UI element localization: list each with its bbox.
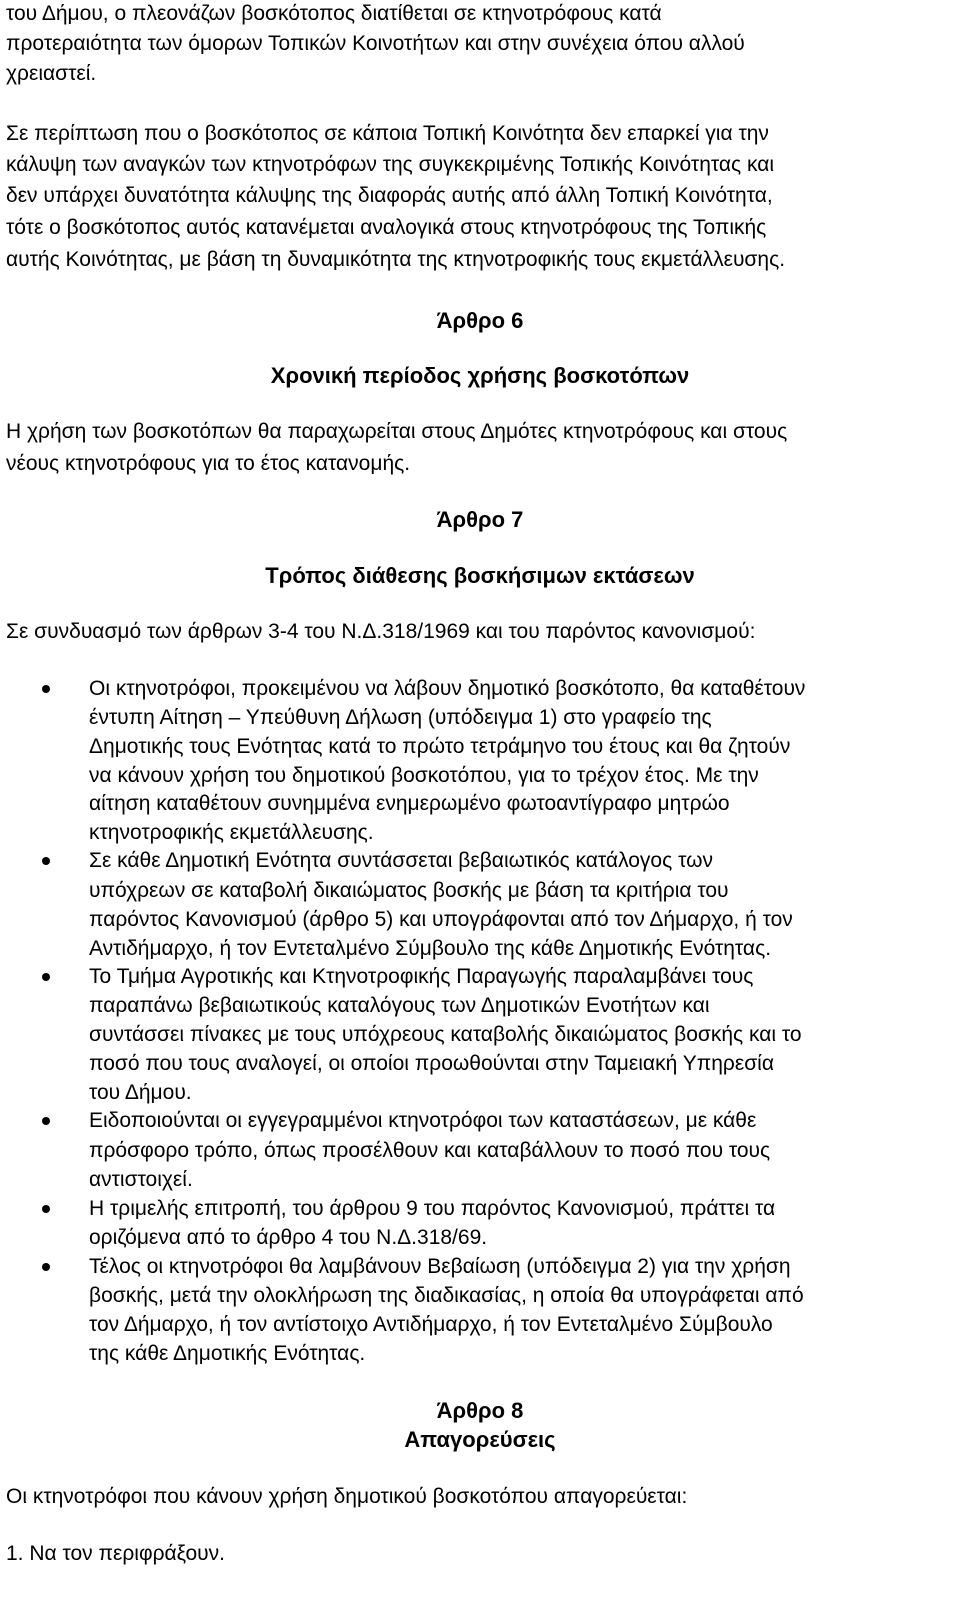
bullet-line: πρόσφορο τρόπο, όπως προσέλθουν και καταβάλλουν το ποσό που τους — [89, 1139, 771, 1162]
bullet-line: Δημοτικής τους Ενότητας κατά το πρώτο τετράμηνο του έτους και θα ζητούν — [89, 735, 791, 758]
bullet-line: να κάνουν χρήση του δημοτικού βοσκοτόπου, για το τρέχον έτος. Με την — [89, 764, 759, 787]
paragraph-line: δεν υπάρχει δυνατότητα κάλυψης της διαφοράς αυτής από άλλη Τοπική Κοινότητα, — [6, 184, 773, 207]
article-6-number: Άρθρο 6 — [436, 308, 524, 333]
bullet-line: Αντιδήμαρχο, ή τον Εντεταλμένο Σύμβουλο της κάθε Δημοτικής Ενότητας. — [89, 937, 772, 960]
bullet-icon — [42, 1205, 50, 1213]
bullet-line: παρόντος Κανονισμού (άρθρο 5) και υπογράφονται από τον Δήμαρχο, ή τον — [89, 908, 793, 931]
article-8-number: Άρθρο 8 — [436, 1398, 524, 1423]
bullet-line: αντιστοιχεί. — [89, 1168, 193, 1191]
article-7-title: Τρόπος διάθεσης βοσκήσιμων εκτάσεων — [265, 563, 695, 588]
paragraph-line: Σε περίπτωση που ο βοσκότοπος σε κάποια Τοπική Κοινότητα δεν επαρκεί για την — [6, 122, 769, 145]
article-7-number: Άρθρο 7 — [436, 507, 524, 532]
article-8-intro: Οι κτηνοτρόφοι που κάνουν χρήση δημοτικού βοσκοτόπου απαγορεύεται: — [6, 1485, 688, 1508]
bullet-line: της κάθε Δημοτικής Ενότητας. — [89, 1342, 366, 1365]
article-6-text-line: Η χρήση των βοσκοτόπων θα παραχωρείται στους Δημότες κτηνοτρόφους και στους — [6, 420, 788, 443]
bullet-line: παραπάνω βεβαιωτικούς καταλόγους των Δημοτικών Ενοτήτων και — [89, 994, 710, 1017]
paragraph-line: κάλυψη των αναγκών των κτηνοτρόφων της συγκεκριμένης Τοπικής Κοινότητας και — [6, 153, 775, 176]
bullet-line: έντυπη Αίτηση – Υπεύθυνη Δήλωση (υπόδειγμα 1) στο γραφείο της — [89, 706, 712, 729]
bullet-line: υπόχρεων σε καταβολή δικαιώματος βοσκής με βάση τα κριτήρια του — [89, 879, 729, 902]
intro-line: χρειαστεί. — [6, 62, 97, 85]
bullet-icon — [42, 1263, 50, 1271]
article-6-text-line: νέους κτηνοτρόφους για το έτος κατανομής. — [6, 452, 411, 475]
paragraph-line: τότε ο βοσκότοπος αυτός κατανέμεται αναλογικά στους κτηνοτρόφους της Τοπικής — [6, 216, 767, 239]
bullet-line: κτηνοτροφικής εκμετάλλευσης. — [89, 821, 374, 844]
bullet-line: αίτηση καταθέτουν συνημμένα ενημερωμένο φωτοαντίγραφο μητρώο — [89, 792, 730, 815]
bullet-icon — [42, 857, 50, 865]
bullet-icon — [42, 973, 50, 981]
bullet-line: οριζόμενα από το άρθρο 4 του Ν.Δ.318/69. — [89, 1226, 488, 1249]
article-8-item: 1. Να τον περιφράξουν. — [6, 1542, 226, 1565]
bullet-icon — [42, 1117, 50, 1125]
bullet-line: Οι κτηνοτρόφοι, προκειμένου να λάβουν δημοτικό βοσκότοπο, θα καταθέτουν — [89, 677, 806, 700]
article-7-intro: Σε συνδυασμό των άρθρων 3-4 του Ν.Δ.318/1969 και του παρόντος κανονισμού: — [6, 620, 756, 643]
bullet-line: του Δήμου. — [89, 1081, 192, 1104]
paragraph-line: αυτής Κοινότητας, με βάση τη δυναμικότητα της κτηνοτροφικής τους εκμετάλλευσης. — [6, 248, 786, 271]
bullet-icon — [42, 685, 50, 693]
intro-line: προτεραιότητα των όμορων Τοπικών Κοινοτήτων και στην συνέχεια όπου αλλού — [6, 32, 745, 55]
intro-line: του Δήμου, ο πλεονάζων βοσκότοπος διατίθεται σε κτηνοτρόφους κατά — [6, 2, 662, 25]
bullet-line: βοσκής, μετά την ολοκλήρωση της διαδικασίας, η οποία θα υπογράφεται από — [89, 1284, 804, 1307]
article-8-title: Απαγορεύσεις — [404, 1427, 556, 1452]
bullet-line: Ειδοποιούνται οι εγγεγραμμένοι κτηνοτρόφοι των καταστάσεων, με κάθε — [89, 1109, 757, 1132]
bullet-line: Σε κάθε Δημοτική Ενότητα συντάσσεται βεβαιωτικός κατάλογος των — [89, 849, 713, 872]
article-6-title: Χρονική περίοδος χρήσης βοσκοτόπων — [270, 363, 690, 388]
bullet-line: συντάσσει πίνακες με τους υπόχρεους καταβολής δικαιώματος βοσκής και το — [89, 1023, 802, 1046]
bullet-line: Η τριμελής επιτροπή, του άρθρου 9 του παρόντος Κανονισμού, πράττει τα — [89, 1197, 776, 1220]
bullet-line: Το Τμήμα Αγροτικής και Κτηνοτροφικής Παραγωγής παραλαμβάνει τους — [89, 965, 754, 988]
bullet-line: ποσό που τους αναλογεί, οι οποίοι προωθούνται στην Ταμειακή Υπηρεσία — [89, 1052, 774, 1075]
bullet-line: τον Δήμαρχο, ή τον αντίστοιχο Αντιδήμαρχο, ή τον Εντεταλμένο Σύμβουλο — [89, 1313, 773, 1336]
bullet-line: Τέλος οι κτηνοτρόφοι θα λαμβάνουν Βεβαίωση (υπόδειγμα 2) για την χρήση — [89, 1255, 791, 1278]
